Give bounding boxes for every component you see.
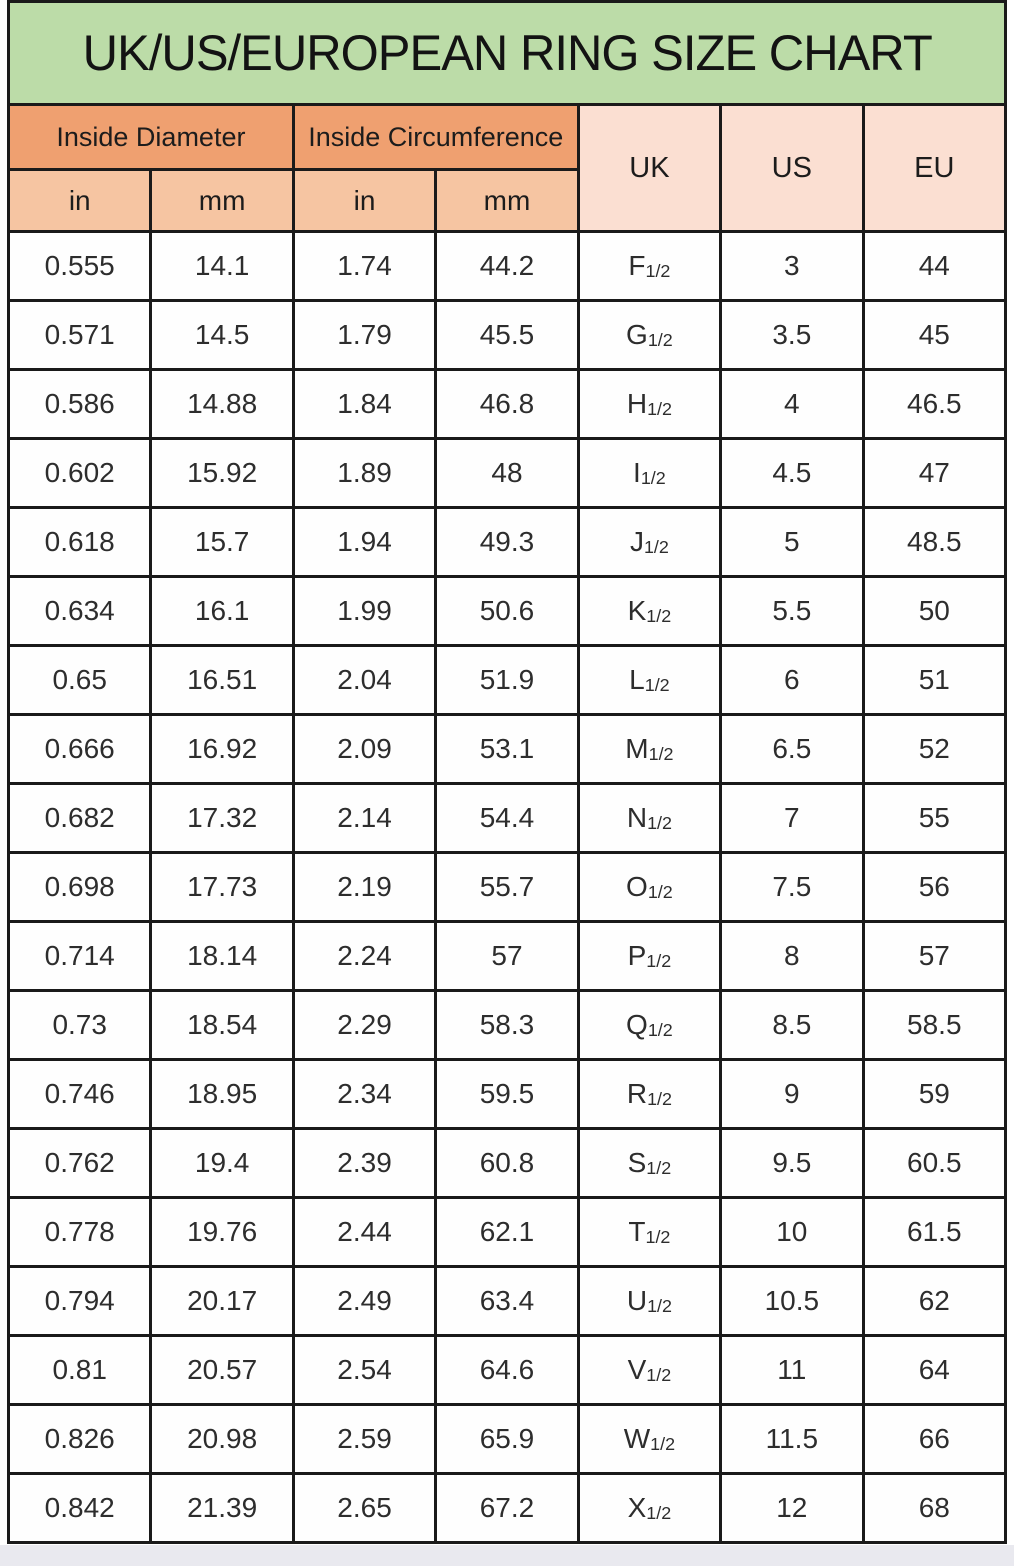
header-circumference-mm: mm — [436, 170, 578, 232]
header-diameter-in: in — [9, 170, 151, 232]
cell-diameter-in: 0.634 — [9, 577, 151, 646]
cell-diameter-in: 0.65 — [9, 646, 151, 715]
cell-diameter-in: 0.794 — [9, 1267, 151, 1336]
cell-diameter-mm: 15.92 — [151, 439, 293, 508]
cell-diameter-in: 0.842 — [9, 1474, 151, 1543]
cell-circumference-mm: 44.2 — [436, 232, 578, 301]
uk-size-fraction: 1/2 — [647, 1089, 672, 1109]
cell-diameter-in: 0.682 — [9, 784, 151, 853]
cell-diameter-mm: 16.1 — [151, 577, 293, 646]
cell-uk-size — [578, 1060, 720, 1129]
cell-eu-size: 57 — [863, 922, 1005, 991]
header-diameter-mm: mm — [151, 170, 293, 232]
chart-title: UK/US/EUROPEAN RING SIZE CHART — [82, 25, 932, 81]
table-row — [9, 1336, 1006, 1405]
table-row — [9, 232, 1006, 301]
cell-eu-size: 56 — [863, 853, 1005, 922]
cell-uk-size — [578, 1336, 720, 1405]
cell-circumference-in: 1.89 — [293, 439, 435, 508]
cell-diameter-mm: 20.98 — [151, 1405, 293, 1474]
cell-uk-size — [578, 577, 720, 646]
cell-eu-size: 61.5 — [863, 1198, 1005, 1267]
uk-size-fraction: 1/2 — [644, 675, 670, 695]
table-row — [9, 301, 1006, 370]
uk-size-letter: U — [626, 1285, 648, 1316]
cell-diameter-mm: 14.1 — [151, 232, 293, 301]
cell-circumference-mm: 59.5 — [436, 1060, 578, 1129]
uk-size-fraction: 1/2 — [647, 882, 673, 902]
cell-us-size: 6 — [721, 646, 863, 715]
ring-size-chart — [7, 0, 1007, 1544]
uk-size-fraction: 1/2 — [647, 1296, 672, 1316]
cell-uk-size — [578, 1405, 720, 1474]
uk-size-fraction: 1/2 — [646, 1365, 672, 1385]
cell-diameter-mm: 20.17 — [151, 1267, 293, 1336]
cell-diameter-mm: 14.88 — [151, 370, 293, 439]
cell-circumference-in: 2.59 — [293, 1405, 435, 1474]
cell-us-size: 7 — [721, 784, 863, 853]
cell-circumference-in: 1.84 — [293, 370, 435, 439]
uk-size-letter: I — [633, 457, 641, 488]
cell-diameter-in: 0.555 — [9, 232, 151, 301]
cell-us-size: 8.5 — [721, 991, 863, 1060]
cell-circumference-in: 1.94 — [293, 508, 435, 577]
uk-size-letter: F — [628, 250, 646, 281]
cell-us-size: 6.5 — [721, 715, 863, 784]
header-eu: EU — [863, 105, 1005, 232]
cell-us-size: 4.5 — [721, 439, 863, 508]
cell-circumference-in: 1.74 — [293, 232, 435, 301]
cell-us-size: 3.5 — [721, 301, 863, 370]
cell-uk-size — [578, 508, 720, 577]
cell-eu-size: 48.5 — [863, 508, 1005, 577]
cell-circumference-mm: 46.8 — [436, 370, 578, 439]
uk-size-letter: K — [627, 595, 647, 626]
table-row — [9, 439, 1006, 508]
cell-uk-size — [578, 1198, 720, 1267]
uk-size-letter: S — [627, 1147, 647, 1178]
cell-us-size: 5 — [721, 508, 863, 577]
cell-diameter-in: 0.666 — [9, 715, 151, 784]
cell-circumference-mm: 55.7 — [436, 853, 578, 922]
uk-size-fraction: 1/2 — [650, 1434, 676, 1454]
cell-uk-size — [578, 370, 720, 439]
cell-eu-size: 58.5 — [863, 991, 1005, 1060]
header-inside-diameter: Inside Diameter — [9, 105, 294, 170]
cell-eu-size: 59 — [863, 1060, 1005, 1129]
cell-uk-size — [578, 1267, 720, 1336]
cell-circumference-mm: 64.6 — [436, 1336, 578, 1405]
table-row — [9, 784, 1006, 853]
cell-eu-size: 64 — [863, 1336, 1005, 1405]
cell-diameter-in: 0.826 — [9, 1405, 151, 1474]
cell-eu-size: 60.5 — [863, 1129, 1005, 1198]
table-row — [9, 1060, 1006, 1129]
cell-circumference-mm: 54.4 — [436, 784, 578, 853]
uk-size-letter: W — [623, 1423, 651, 1454]
cell-diameter-in: 0.618 — [9, 508, 151, 577]
cell-diameter-in: 0.602 — [9, 439, 151, 508]
cell-eu-size: 51 — [863, 646, 1005, 715]
uk-size-fraction: 1/2 — [645, 1227, 671, 1247]
cell-diameter-mm: 20.57 — [151, 1336, 293, 1405]
cell-diameter-in: 0.714 — [9, 922, 151, 991]
uk-size-fraction: 1/2 — [647, 330, 673, 350]
uk-size-letter: J — [629, 526, 644, 557]
cell-eu-size: 45 — [863, 301, 1005, 370]
cell-uk-size — [578, 784, 720, 853]
cell-eu-size: 55 — [863, 784, 1005, 853]
cell-us-size: 9.5 — [721, 1129, 863, 1198]
cell-circumference-mm: 53.1 — [436, 715, 578, 784]
cell-eu-size: 46.5 — [863, 370, 1005, 439]
ring-size-table — [7, 103, 1007, 1544]
cell-diameter-mm: 15.7 — [151, 508, 293, 577]
cell-circumference-in: 2.14 — [293, 784, 435, 853]
cell-uk-size — [578, 853, 720, 922]
cell-circumference-in: 2.24 — [293, 922, 435, 991]
cell-uk-size — [578, 301, 720, 370]
header-circumference-in: in — [293, 170, 435, 232]
cell-eu-size: 44 — [863, 232, 1005, 301]
table-header — [9, 105, 1006, 232]
uk-size-letter: Q — [626, 1009, 648, 1040]
cell-us-size: 3 — [721, 232, 863, 301]
cell-eu-size: 66 — [863, 1405, 1005, 1474]
cell-circumference-in: 2.19 — [293, 853, 435, 922]
cell-uk-size — [578, 1129, 720, 1198]
cell-uk-size — [578, 439, 720, 508]
cell-circumference-mm: 57 — [436, 922, 578, 991]
cell-diameter-mm: 17.73 — [151, 853, 293, 922]
cell-circumference-in: 2.39 — [293, 1129, 435, 1198]
cell-diameter-in: 0.746 — [9, 1060, 151, 1129]
cell-circumference-in: 2.04 — [293, 646, 435, 715]
table-row — [9, 508, 1006, 577]
cell-circumference-in: 2.34 — [293, 1060, 435, 1129]
uk-size-fraction: 1/2 — [646, 1503, 672, 1523]
cell-uk-size — [578, 646, 720, 715]
uk-size-letter: O — [626, 871, 648, 902]
cell-circumference-mm: 50.6 — [436, 577, 578, 646]
uk-size-fraction: 1/2 — [643, 537, 669, 557]
uk-size-letter: M — [625, 733, 649, 764]
cell-circumference-in: 2.09 — [293, 715, 435, 784]
cell-circumference-mm: 63.4 — [436, 1267, 578, 1336]
cell-circumference-mm: 51.9 — [436, 646, 578, 715]
cell-diameter-mm: 18.14 — [151, 922, 293, 991]
cell-circumference-mm: 65.9 — [436, 1405, 578, 1474]
cell-eu-size: 62 — [863, 1267, 1005, 1336]
cell-diameter-in: 0.698 — [9, 853, 151, 922]
uk-size-letter: N — [626, 802, 648, 833]
chart-title-band — [7, 0, 1007, 103]
table-row — [9, 370, 1006, 439]
cell-us-size: 8 — [721, 922, 863, 991]
table-row — [9, 1129, 1006, 1198]
cell-uk-size — [578, 991, 720, 1060]
cell-circumference-in: 1.99 — [293, 577, 435, 646]
table-row — [9, 1267, 1006, 1336]
uk-size-letter: R — [626, 1078, 648, 1109]
cell-diameter-in: 0.586 — [9, 370, 151, 439]
cell-circumference-mm: 58.3 — [436, 991, 578, 1060]
cell-diameter-in: 0.762 — [9, 1129, 151, 1198]
cell-us-size: 11 — [721, 1336, 863, 1405]
table-row — [9, 1474, 1006, 1543]
cell-uk-size — [578, 232, 720, 301]
uk-size-fraction: 1/2 — [647, 1020, 673, 1040]
uk-size-fraction: 1/2 — [647, 399, 672, 419]
cell-diameter-in: 0.81 — [9, 1336, 151, 1405]
cell-us-size: 4 — [721, 370, 863, 439]
uk-size-letter: X — [627, 1492, 647, 1523]
uk-size-letter: V — [627, 1354, 647, 1385]
table-row — [9, 577, 1006, 646]
group-header-row — [9, 105, 1006, 170]
cell-us-size: 9 — [721, 1060, 863, 1129]
cell-circumference-in: 1.79 — [293, 301, 435, 370]
header-uk: UK — [578, 105, 720, 232]
cell-us-size: 5.5 — [721, 577, 863, 646]
footer-strip — [0, 1545, 1014, 1566]
uk-size-fraction: 1/2 — [640, 468, 666, 488]
cell-us-size: 11.5 — [721, 1405, 863, 1474]
cell-diameter-in: 0.73 — [9, 991, 151, 1060]
cell-diameter-in: 0.571 — [9, 301, 151, 370]
cell-us-size: 12 — [721, 1474, 863, 1543]
cell-diameter-mm: 16.51 — [151, 646, 293, 715]
cell-diameter-in: 0.778 — [9, 1198, 151, 1267]
uk-size-letter: T — [628, 1216, 646, 1247]
table-row — [9, 646, 1006, 715]
cell-circumference-in: 2.29 — [293, 991, 435, 1060]
table-row — [9, 991, 1006, 1060]
cell-diameter-mm: 19.4 — [151, 1129, 293, 1198]
cell-diameter-mm: 18.95 — [151, 1060, 293, 1129]
uk-size-letter: G — [626, 319, 648, 350]
cell-circumference-in: 2.65 — [293, 1474, 435, 1543]
cell-us-size: 10 — [721, 1198, 863, 1267]
cell-circumference-mm: 60.8 — [436, 1129, 578, 1198]
cell-us-size: 10.5 — [721, 1267, 863, 1336]
cell-diameter-mm: 16.92 — [151, 715, 293, 784]
cell-circumference-mm: 62.1 — [436, 1198, 578, 1267]
cell-diameter-mm: 18.54 — [151, 991, 293, 1060]
cell-eu-size: 68 — [863, 1474, 1005, 1543]
cell-circumference-in: 2.44 — [293, 1198, 435, 1267]
cell-diameter-mm: 14.5 — [151, 301, 293, 370]
uk-size-fraction: 1/2 — [646, 951, 672, 971]
cell-eu-size: 50 — [863, 577, 1005, 646]
cell-uk-size — [578, 922, 720, 991]
uk-size-letter: L — [629, 664, 645, 695]
cell-eu-size: 52 — [863, 715, 1005, 784]
cell-eu-size: 47 — [863, 439, 1005, 508]
table-row — [9, 715, 1006, 784]
uk-size-fraction: 1/2 — [648, 744, 674, 764]
uk-size-letter: P — [627, 940, 647, 971]
cell-diameter-mm: 21.39 — [151, 1474, 293, 1543]
cell-diameter-mm: 17.32 — [151, 784, 293, 853]
cell-circumference-mm: 45.5 — [436, 301, 578, 370]
cell-circumference-in: 2.49 — [293, 1267, 435, 1336]
table-body — [9, 232, 1006, 1543]
cell-diameter-mm: 19.76 — [151, 1198, 293, 1267]
cell-circumference-mm: 67.2 — [436, 1474, 578, 1543]
table-row — [9, 853, 1006, 922]
uk-size-fraction: 1/2 — [646, 1158, 672, 1178]
uk-size-fraction: 1/2 — [646, 606, 672, 626]
cell-circumference-mm: 48 — [436, 439, 578, 508]
cell-uk-size — [578, 1474, 720, 1543]
cell-uk-size — [578, 715, 720, 784]
table-row — [9, 1198, 1006, 1267]
uk-size-letter: H — [626, 388, 648, 419]
cell-us-size: 7.5 — [721, 853, 863, 922]
cell-circumference-mm: 49.3 — [436, 508, 578, 577]
uk-size-fraction: 1/2 — [645, 261, 671, 281]
header-us: US — [721, 105, 863, 232]
uk-size-fraction: 1/2 — [647, 813, 672, 833]
header-inside-circumference: Inside Circumference — [293, 105, 578, 170]
table-row — [9, 1405, 1006, 1474]
cell-circumference-in: 2.54 — [293, 1336, 435, 1405]
table-row — [9, 922, 1006, 991]
